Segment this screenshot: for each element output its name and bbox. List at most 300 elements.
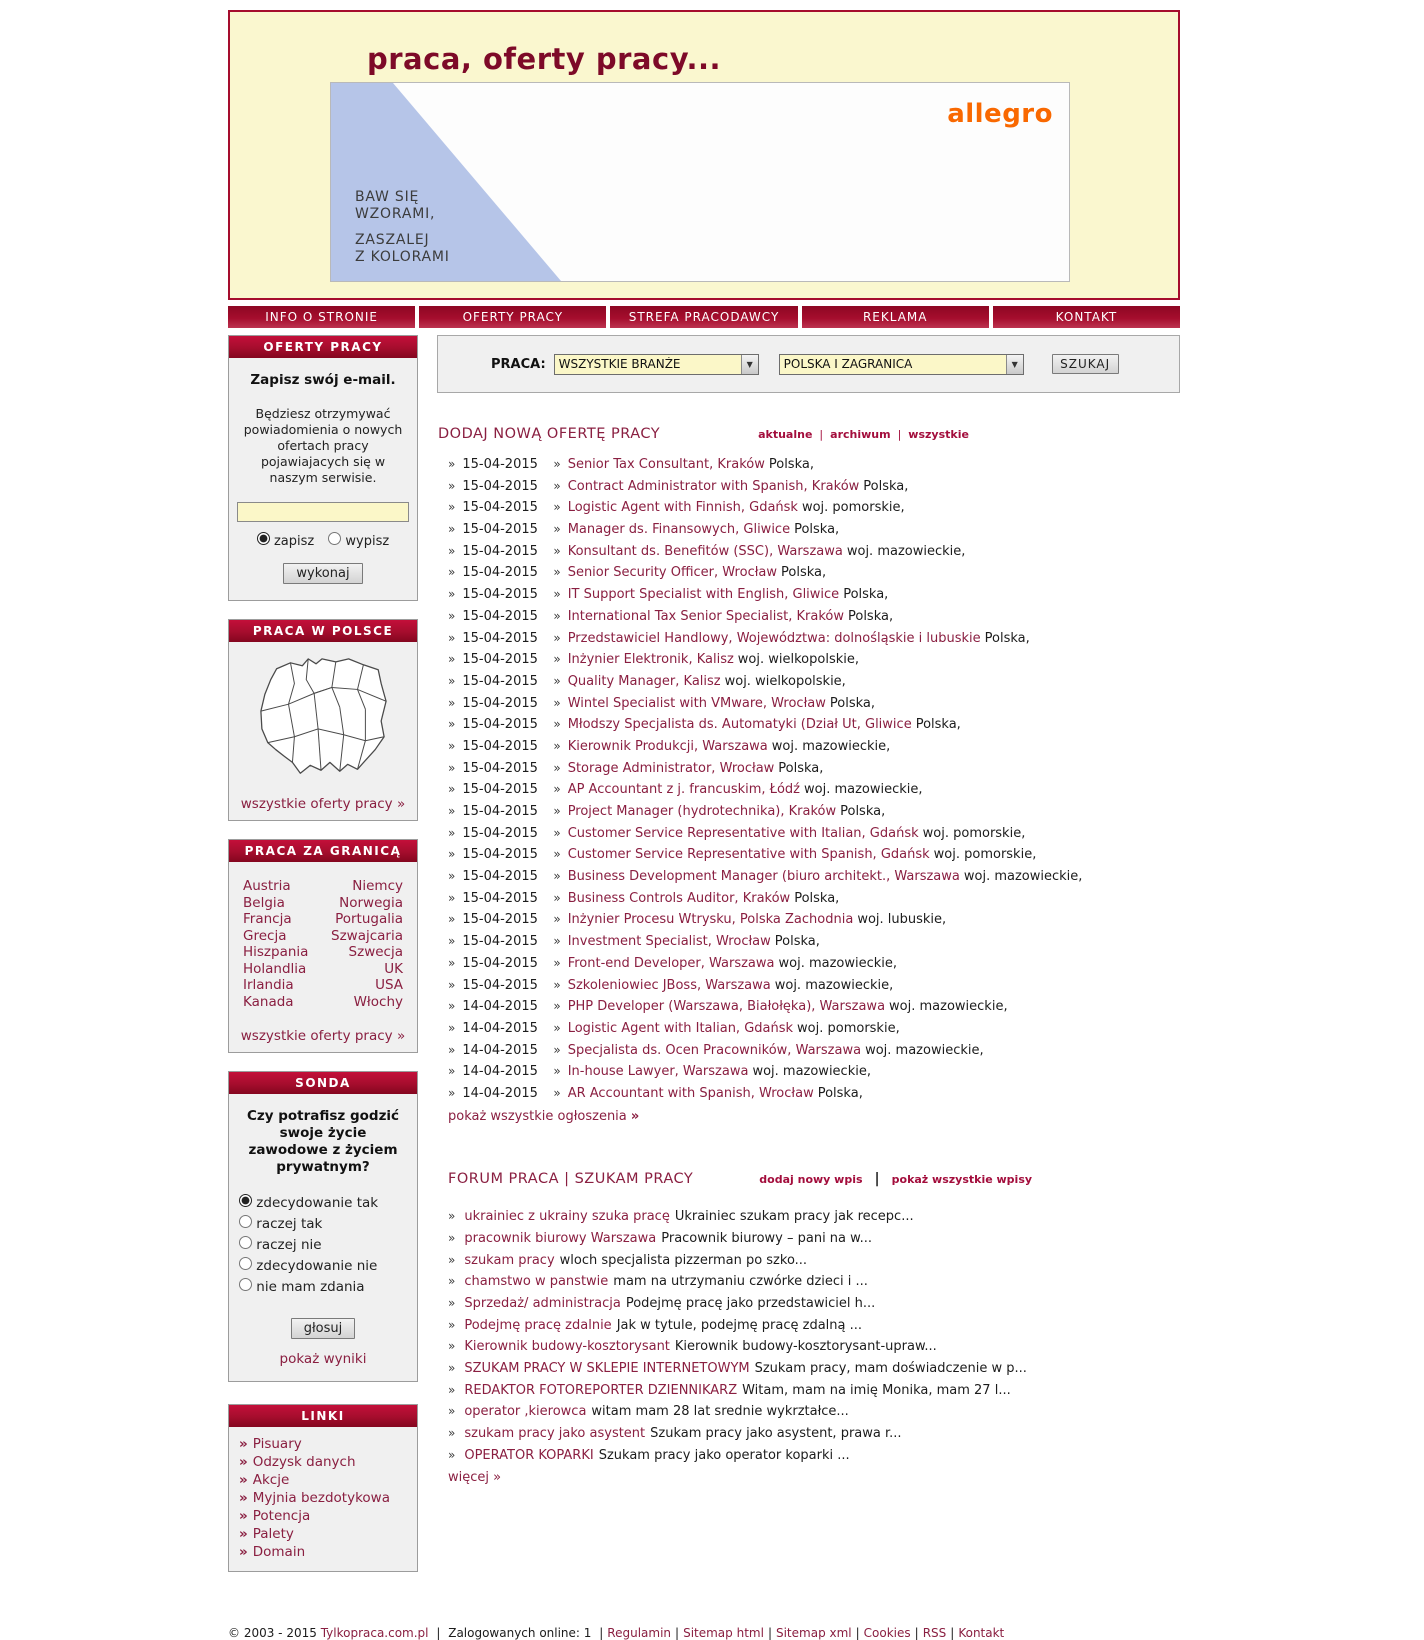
job-offer-date: 15-04-2015: [462, 652, 538, 668]
country-link[interactable]: Francja: [243, 911, 292, 927]
poll-radio[interactable]: [239, 1236, 252, 1249]
poll-option: [239, 1213, 411, 1234]
chevron-bullet-icon: »: [553, 1064, 561, 1079]
job-offer-location: Polska,: [847, 608, 894, 624]
chevron-bullet-icon: »: [448, 630, 456, 645]
sidebar: [228, 335, 418, 1590]
job-offer-location: woj. pomorskie,: [922, 825, 1026, 841]
job-offer-date: 15-04-2015: [462, 478, 538, 494]
main-nav: [228, 306, 1180, 328]
job-offer-link[interactable]: Front-end Developer, Warszawa: [567, 955, 775, 971]
footer-link[interactable]: Cookies: [863, 1626, 911, 1640]
job-offer-date: 15-04-2015: [462, 890, 538, 906]
footer-link[interactable]: Sitemap html: [683, 1626, 764, 1640]
poll-option-label: raczej nie: [256, 1237, 322, 1253]
job-offer-location: Polska,: [774, 934, 820, 950]
country-columns: [229, 862, 417, 1016]
poll-radio[interactable]: [239, 1278, 252, 1291]
job-offer-row: [437, 1083, 1180, 1105]
chevron-bullet-icon: »: [553, 912, 561, 927]
newsletter-radio-option[interactable]: [257, 532, 314, 549]
job-offer-link[interactable]: PHP Developer (Warszawa, Białołęka), Warszawa: [567, 999, 886, 1015]
top-banner: [228, 10, 1180, 300]
job-offer-link[interactable]: Logistic Agent with Finnish, Gdańsk: [567, 500, 798, 516]
region-select[interactable]: [779, 354, 1024, 375]
copyright-text: © 2003 - 2015: [228, 1626, 317, 1640]
footer-separator: |: [436, 1626, 441, 1640]
chevron-bullet-icon: »: [448, 782, 456, 797]
poll-vote-button[interactable]: głosuj: [291, 1318, 356, 1339]
chevron-bullet-icon: »: [553, 717, 561, 732]
job-offer-row: [437, 714, 1180, 736]
job-offer-date: 15-04-2015: [462, 869, 538, 885]
chevron-bullet-icon: »: [239, 1490, 248, 1506]
chevron-bullet-icon: »: [448, 738, 456, 753]
abroad-box: [228, 839, 418, 1053]
poll-question: Czy potrafisz godzić swoje życie zawodowe z życiem prywatnym?: [246, 1108, 400, 1175]
job-offer-location: woj. pomorskie,: [797, 1020, 900, 1036]
chevron-bullet-icon: »: [448, 608, 456, 623]
nav-item[interactable]: STREFA PRACODAWCY: [610, 306, 797, 328]
chevron-bullet-icon: »: [448, 1295, 456, 1310]
newsletter-radio-label: zapisz: [273, 534, 315, 549]
poll-option: [239, 1234, 411, 1255]
footer-separator: |: [675, 1626, 680, 1640]
country-item: [331, 928, 403, 945]
partner-link[interactable]: Domain: [252, 1544, 306, 1560]
ad-slogan-line1: BAW SIĘ: [355, 189, 420, 205]
job-offer-link[interactable]: Specjalista ds. Ocen Pracowników, Warszawa: [567, 1042, 862, 1058]
forum-add-post-link[interactable]: dodaj nowy wpis: [759, 1172, 863, 1186]
links-list: [229, 1427, 417, 1571]
show-all-offers-link[interactable]: [437, 1109, 639, 1124]
country-link[interactable]: USA: [375, 977, 403, 993]
nav-item[interactable]: INFO O STRONIE: [228, 306, 415, 328]
partner-link[interactable]: Myjnia bezdotykowa: [252, 1490, 390, 1506]
forum-all-posts-link[interactable]: pokaż wszystkie wpisy: [891, 1172, 1033, 1186]
forum-post-link[interactable]: REDAKTOR FOTOREPORTER DZIENNIKARZ: [464, 1382, 738, 1398]
job-offer-link[interactable]: Storage Administrator, Wrocław: [567, 760, 775, 776]
job-offer-row: [437, 519, 1180, 541]
nav-item[interactable]: OFERTY PRACY: [419, 306, 606, 328]
job-offer-date: 15-04-2015: [462, 500, 538, 516]
poll-footer: [235, 1317, 411, 1339]
search-button[interactable]: SZUKAJ: [1052, 354, 1119, 374]
chevron-bullet-icon: »: [239, 1454, 248, 1470]
job-offer-link[interactable]: Business Controls Auditor, Kraków: [567, 890, 791, 906]
forum-post-link[interactable]: operator ,kierowca: [464, 1404, 587, 1420]
chevron-bullet-icon: »: [239, 1544, 248, 1560]
region-select-value: POLSKA I ZAGRANICA: [783, 357, 913, 371]
newsletter-radio[interactable]: [257, 532, 270, 545]
job-offer-link[interactable]: Inżynier Elektronik, Kalisz: [567, 652, 734, 668]
forum-links-separator: |: [874, 1171, 880, 1188]
forum-post-link[interactable]: chamstwo w panstwie: [464, 1274, 609, 1290]
job-offer-date: 15-04-2015: [462, 717, 538, 733]
job-offer-row: [437, 996, 1180, 1018]
country-item: [243, 911, 308, 928]
chevron-bullet-icon: »: [448, 847, 456, 862]
job-offer-link[interactable]: Customer Service Representative with Spanish, Gdańsk: [567, 847, 930, 863]
chevron-bullet-icon: »: [553, 522, 561, 537]
chevron-bullet-icon: »: [448, 1317, 456, 1332]
job-offer-link[interactable]: Senior Tax Consultant, Kraków: [567, 457, 765, 472]
poll-option-label: zdecydowanie nie: [256, 1258, 378, 1274]
filter-all-link[interactable]: wszystkie: [908, 428, 969, 441]
job-offer-link[interactable]: Quality Manager, Kalisz: [567, 673, 721, 689]
poll-option-click-target[interactable]: [239, 1194, 378, 1211]
poll-option-click-target[interactable]: [239, 1215, 322, 1232]
footer-link[interactable]: RSS: [922, 1626, 947, 1640]
forum-post-link[interactable]: Podejmę pracę zdalnie: [464, 1317, 612, 1333]
country-link[interactable]: Włochy: [353, 993, 403, 1010]
job-offer-row: [437, 693, 1180, 715]
chevron-bullet-icon: »: [448, 652, 456, 667]
job-offer-link[interactable]: Project Manager (hydrotechnika), Kraków: [567, 804, 837, 819]
country-link[interactable]: Szwecja: [348, 944, 403, 960]
poland-map-graphic: [248, 650, 398, 788]
allegro-logo: allegro: [947, 99, 1053, 129]
chevron-bullet-icon: »: [553, 804, 561, 818]
links-box: [228, 1404, 418, 1572]
job-offer-date: 15-04-2015: [462, 782, 538, 798]
forum-post-row: [437, 1336, 1180, 1358]
ad-slogan-line2: WZORAMI,: [355, 206, 436, 222]
job-offer-link[interactable]: Konsultant ds. Benefitów (SSC), Warszawa: [567, 543, 843, 559]
country-item: [243, 895, 308, 912]
job-offer-link[interactable]: Wintel Specialist with VMware, Wrocław: [567, 695, 826, 711]
allegro-ad-banner[interactable]: [330, 82, 1070, 282]
job-offer-location: woj. mazowieckie,: [889, 999, 1008, 1015]
partner-link-item: [239, 1435, 411, 1453]
job-offer-row: [437, 1018, 1180, 1040]
poland-all-offers-link[interactable]: wszystkie oferty pracy »: [240, 796, 406, 812]
nav-item[interactable]: KONTAKT: [993, 306, 1180, 328]
poll-option-label: zdecydowanie tak: [256, 1195, 379, 1211]
chevron-bullet-icon: »: [448, 1447, 456, 1462]
poll-option: [239, 1276, 411, 1297]
newsletter-radio[interactable]: [328, 532, 341, 545]
forum-post-row: [437, 1358, 1180, 1380]
job-offer-location: Polska,: [817, 1085, 863, 1101]
chevron-down-icon[interactable]: ▼: [741, 355, 758, 374]
footer-links: [595, 1626, 1004, 1640]
country-link[interactable]: UK: [384, 960, 403, 977]
country-link[interactable]: Portugalia: [335, 911, 403, 927]
poll-radio[interactable]: [239, 1194, 252, 1207]
job-offer-row: [437, 953, 1180, 975]
search-label: PRACA:: [491, 356, 546, 372]
page-container: [228, 0, 1180, 1590]
job-offer-link[interactable]: Business Development Manager (biuro architekt., Warszawa: [567, 869, 960, 885]
country-link[interactable]: Hiszpania: [243, 944, 309, 960]
forum-post-preview: Ukrainiec szukam pracy jak recepc...: [674, 1209, 914, 1225]
job-offer-row: [437, 1040, 1180, 1062]
job-offer-link[interactable]: Investment Specialist, Wrocław: [567, 934, 771, 950]
job-offer-row: [437, 844, 1180, 866]
chevron-bullet-icon: »: [553, 890, 561, 905]
forum-post-link[interactable]: szukam pracy: [464, 1252, 555, 1268]
partner-link[interactable]: Pisuary: [252, 1436, 302, 1452]
partner-link-item: [239, 1489, 411, 1507]
job-offer-row: [437, 888, 1180, 910]
job-offer-location: Polska,: [794, 522, 840, 538]
country-item: [331, 961, 403, 978]
poll-radio[interactable]: [239, 1215, 252, 1228]
country-item: [331, 911, 403, 928]
job-offer-link[interactable]: Inżynier Procesu Wtrysku, Polska Zachodnia: [567, 912, 854, 928]
job-offer-date: 15-04-2015: [462, 630, 538, 646]
poland-map[interactable]: [229, 642, 417, 794]
chevron-bullet-icon: »: [448, 955, 456, 970]
forum-post-row: [437, 1250, 1180, 1272]
job-offer-link[interactable]: AP Accountant z j. francuskim, Łódź: [567, 782, 800, 798]
chevron-bullet-icon: »: [448, 1382, 456, 1397]
forum-post-link[interactable]: Kierownik budowy-kosztorysant: [464, 1339, 670, 1355]
partner-link[interactable]: Akcje: [252, 1472, 290, 1488]
chevron-bullet-icon: »: [448, 1209, 456, 1224]
chevron-bullet-icon: »: [448, 1020, 456, 1035]
job-offer-date: 14-04-2015: [462, 1042, 538, 1058]
add-offer-link[interactable]: DODAJ NOWĄ OFERTĘ PRACY: [438, 426, 661, 442]
forum-post-row: [437, 1271, 1180, 1293]
abroad-all-offers-link[interactable]: wszystkie oferty pracy »: [240, 1028, 406, 1044]
job-offer-date: 14-04-2015: [462, 999, 538, 1015]
job-offer-location: woj. mazowieckie,: [752, 1064, 871, 1080]
chevron-bullet-icon: »: [553, 652, 561, 667]
newsletter-radio-group: [237, 532, 409, 549]
forum-post-link[interactable]: pracownik biurowy Warszawa: [464, 1230, 657, 1246]
job-offer-location: woj. mazowieckie,: [774, 977, 894, 993]
job-offer-row: [437, 584, 1180, 606]
show-all-offers-label: pokaż wszystkie ogłoszenia: [448, 1108, 627, 1124]
forum-post-row: [437, 1293, 1180, 1315]
chevron-bullet-icon: »: [448, 1042, 456, 1057]
footer-separator: |: [767, 1626, 772, 1640]
forum-post-preview: Szukam pracy, mam doświadczenie w p...: [754, 1360, 1027, 1376]
partner-link[interactable]: Odzysk danych: [252, 1454, 356, 1470]
newsletter-submit-button[interactable]: wykonaj: [283, 563, 362, 584]
job-offer-location: woj. mazowieckie,: [778, 955, 898, 971]
footer-separator: |: [855, 1626, 860, 1640]
job-offer-location: woj. wielkopolskie,: [737, 652, 859, 668]
country-link[interactable]: Grecja: [243, 927, 287, 944]
job-offer-link[interactable]: Przedstawiciel Handlowy, Województwa: dolnośląskie i lubuskie: [567, 630, 981, 646]
chevron-bullet-icon: »: [448, 1426, 456, 1440]
job-offer-row: [437, 1061, 1180, 1083]
country-link[interactable]: Austria: [243, 878, 291, 894]
job-offer-link[interactable]: AR Accountant with Spanish, Wrocław: [567, 1085, 814, 1101]
job-offer-date: 14-04-2015: [462, 1064, 538, 1080]
forum-post-preview: wloch specjalista pizzerman po szko...: [559, 1252, 808, 1268]
job-offer-row: [437, 736, 1180, 758]
footer-site-link[interactable]: Tylkopraca.com.pl: [320, 1626, 429, 1640]
job-offer-date: 14-04-2015: [462, 1020, 538, 1036]
forum-post-link[interactable]: OPERATOR KOPARKI: [464, 1447, 594, 1463]
partner-link-item: [239, 1453, 411, 1471]
chevron-bullet-icon: »: [239, 1508, 248, 1524]
chevron-bullet-icon: »: [448, 717, 456, 732]
ad-slogan: [355, 189, 450, 266]
chevron-bullet-icon: »: [448, 825, 456, 840]
job-offer-row: [437, 562, 1180, 584]
job-offer-link[interactable]: Manager ds. Finansowych, Gliwice: [567, 522, 791, 538]
poland-box: [228, 619, 418, 821]
job-offer-date: 14-04-2015: [462, 1085, 538, 1101]
job-offer-location: woj. pomorskie,: [801, 500, 905, 516]
newsletter-body: [229, 358, 417, 600]
chevron-bullet-icon: »: [448, 457, 456, 471]
newsletter-radio-option[interactable]: [328, 532, 389, 549]
chevron-bullet-icon: »: [553, 565, 561, 580]
chevron-bullet-icon: »: [448, 1360, 456, 1375]
poll-results-link[interactable]: pokaż wyniki: [279, 1351, 367, 1367]
job-offer-link[interactable]: Szkoleniowiec JBoss, Warszawa: [567, 977, 771, 993]
chevron-bullet-icon: »: [448, 522, 456, 537]
poll-options: [235, 1192, 411, 1297]
job-offer-location: woj. pomorskie,: [933, 847, 1037, 863]
job-offer-link[interactable]: IT Support Specialist with English, Gliwice: [567, 587, 840, 603]
filter-archive-link[interactable]: archiwum: [830, 428, 891, 441]
country-link[interactable]: Holandlia: [243, 960, 307, 977]
chevron-bullet-icon: »: [553, 457, 561, 471]
job-offer-row: [437, 497, 1180, 519]
chevron-bullet-icon: »: [448, 977, 456, 992]
job-offer-row: [437, 541, 1180, 563]
newsletter-box-title: OFERTY PRACY: [229, 336, 417, 358]
forum-post-preview: witam mam 28 lat srednie wykrztałce...: [591, 1404, 849, 1420]
chevron-bullet-icon: »: [448, 1064, 456, 1079]
job-offer-date: 15-04-2015: [462, 825, 538, 841]
job-offer-link[interactable]: Contract Administrator with Spanish, Kraków: [567, 478, 860, 494]
forum-post-preview: Pracownik biurowy – pani na w...: [661, 1230, 872, 1246]
chevron-bullet-icon: »: [448, 869, 456, 884]
forum-post-row: [437, 1401, 1180, 1423]
poll-option-click-target[interactable]: [239, 1236, 322, 1253]
job-offer-date: 15-04-2015: [462, 738, 538, 754]
job-offer-date: 15-04-2015: [462, 565, 538, 581]
job-offer-link[interactable]: Senior Security Officer, Wrocław: [567, 565, 778, 581]
country-link[interactable]: Szwajcaria: [331, 927, 403, 944]
job-offer-date: 15-04-2015: [462, 522, 538, 538]
footer-link[interactable]: Sitemap xml: [775, 1626, 852, 1640]
partner-link-item: [239, 1525, 411, 1543]
job-offer-location: woj. wielkopolskie,: [724, 673, 846, 689]
poll-option-click-target[interactable]: [239, 1257, 377, 1274]
footer-link[interactable]: Kontakt: [958, 1626, 1005, 1640]
newsletter-email-input[interactable]: [237, 502, 409, 522]
poll-option-label: raczej tak: [256, 1216, 323, 1232]
chevron-bullet-icon: »: [448, 695, 456, 710]
forum-post-link[interactable]: Sprzedaż/ administracja: [464, 1295, 621, 1311]
country-link[interactable]: Niemcy: [352, 878, 403, 894]
job-offer-row: [437, 758, 1180, 780]
job-offer-row: [437, 823, 1180, 845]
chevron-bullet-icon: »: [448, 804, 456, 818]
content-layout: [228, 335, 1180, 1590]
forum-post-preview: Jak w tytule, podejmę pracę zdalną ...: [616, 1317, 863, 1333]
partner-link-item: [239, 1507, 411, 1525]
job-offer-row: [437, 975, 1180, 997]
job-offer-location: Polska,: [781, 565, 827, 581]
job-offer-row: [437, 931, 1180, 953]
job-offer-date: 15-04-2015: [462, 955, 538, 971]
job-offer-row: [437, 649, 1180, 671]
chevron-bullet-icon: »: [553, 847, 561, 862]
country-item: [243, 994, 308, 1011]
job-offer-location: woj. lubuskie,: [857, 912, 947, 928]
chevron-bullet-icon: »: [448, 1274, 456, 1289]
job-offer-row: [437, 866, 1180, 888]
forum-header-links: [759, 1171, 1032, 1187]
industry-select[interactable]: [554, 354, 759, 375]
footer: [228, 1626, 1424, 1640]
forum-more-link[interactable]: więcej »: [448, 1470, 502, 1486]
country-link[interactable]: Belgia: [243, 894, 285, 911]
country-link[interactable]: Irlandia: [243, 977, 294, 993]
job-offer-link[interactable]: Customer Service Representative with Italian, Gdańsk: [567, 825, 919, 841]
footer-link[interactable]: Regulamin: [607, 1626, 672, 1640]
forum-post-link[interactable]: SZUKAM PRACY W SKLEPIE INTERNETOWYM: [464, 1360, 750, 1376]
job-offer-link[interactable]: International Tax Senior Specialist, Kraków: [567, 608, 844, 624]
chevron-bullet-icon: »: [553, 673, 561, 688]
job-offer-link[interactable]: In-house Lawyer, Warszawa: [567, 1064, 749, 1080]
chevron-bullet-icon: »: [553, 955, 561, 970]
forum-post-row: [437, 1445, 1180, 1467]
partner-link[interactable]: Palety: [252, 1526, 294, 1542]
chevron-bullet-icon: »: [448, 673, 456, 688]
chevron-bullet-icon: »: [448, 565, 456, 580]
country-item: [331, 878, 403, 895]
filter-separator: |: [819, 428, 824, 441]
country-link[interactable]: Kanada: [243, 993, 294, 1010]
chevron-down-icon[interactable]: ▼: [1006, 355, 1023, 374]
main-column: [437, 335, 1180, 1485]
poll-option-click-target[interactable]: [239, 1278, 365, 1295]
forum-post-row: [437, 1315, 1180, 1337]
forum-post-preview: mam na utrzymaniu czwórke dzieci i ...: [613, 1274, 868, 1290]
chevron-bullet-icon: »: [448, 912, 456, 927]
nav-item[interactable]: REKLAMA: [802, 306, 989, 328]
poll-option-label: nie mam zdania: [256, 1279, 365, 1295]
forum-post-link[interactable]: ukrainiec z ukrainy szuka pracę: [464, 1209, 670, 1225]
country-link[interactable]: Norwegia: [339, 894, 403, 911]
country-item: [243, 977, 308, 994]
poll-radio[interactable]: [239, 1257, 252, 1270]
chevron-bullet-icon: »: [553, 999, 561, 1014]
job-offer-row: [437, 801, 1180, 823]
chevron-bullet-icon: »: [553, 1085, 561, 1100]
job-offer-link[interactable]: Logistic Agent with Italian, Gdańsk: [567, 1020, 794, 1036]
country-item: [331, 977, 403, 994]
partner-link[interactable]: Potencja: [252, 1508, 311, 1524]
forum-post-preview: Szukam pracy jako operator koparki ...: [598, 1447, 850, 1463]
job-offer-link[interactable]: Kierownik Produkcji, Warszawa: [567, 738, 768, 754]
offers-header: [437, 426, 1180, 442]
forum-post-link[interactable]: szukam pracy jako asystent: [464, 1426, 646, 1441]
filter-current-link[interactable]: aktualne: [758, 428, 813, 441]
forum-title-link[interactable]: FORUM PRACA | SZUKAM PRACY: [448, 1170, 694, 1187]
job-offer-location: Polska,: [984, 630, 1030, 646]
job-offer-row: [437, 606, 1180, 628]
chevron-bullet-icon: »: [553, 500, 561, 515]
chevron-bullet-icon: »: [448, 500, 456, 515]
job-offer-location: Polska,: [768, 457, 814, 472]
footer-separator: |: [950, 1626, 955, 1640]
job-offer-location: Polska,: [915, 717, 961, 733]
chevron-bullet-icon: »: [448, 478, 456, 493]
job-offer-link[interactable]: Młodszy Specjalista ds. Automatyki (Dział Ut, Gliwice: [567, 717, 912, 733]
